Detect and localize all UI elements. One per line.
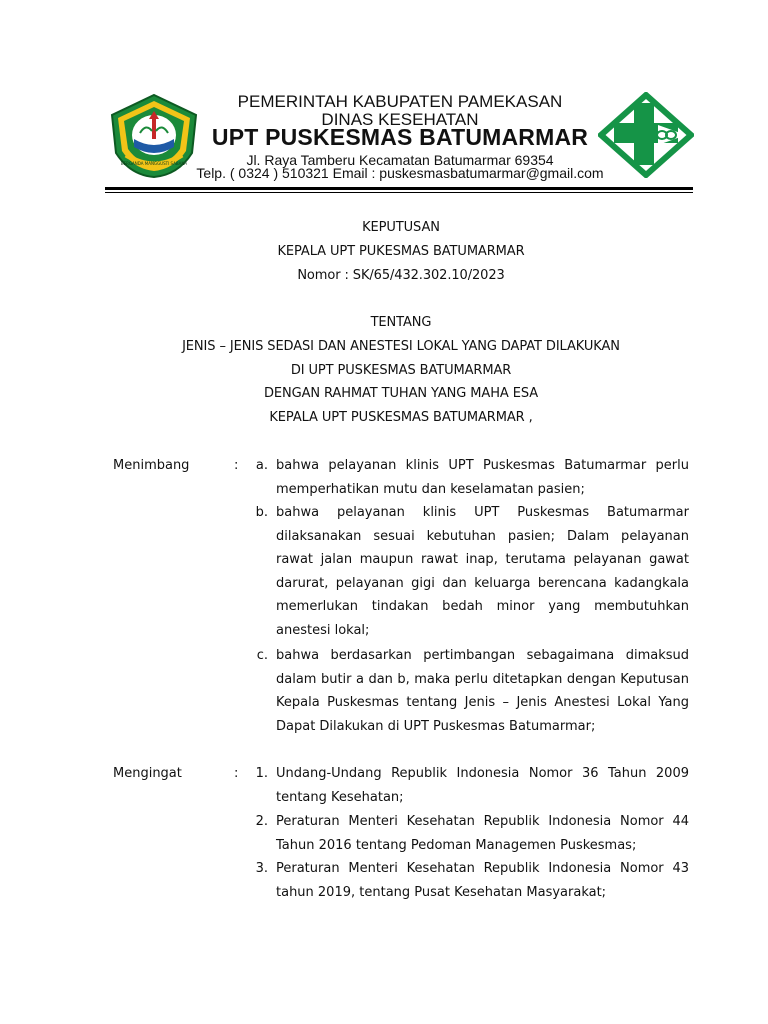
consideration-item: bahwa pelayanan klinis UPT Puskesmas Batumarmar dilaksanakan sesuai kebutuhan pasien; Dalam pelayanan rawat jalan maupun rawat inap, terutama pelayanan gawat darurat, pelayanan gigi dan keluarga berencana kadangkala memerlukan tindakan bedah minor yang membutuhkan anestesi lokal; xyxy=(276,505,689,638)
list-marker: 3. xyxy=(255,861,268,876)
mengingat-colon: : xyxy=(234,766,239,781)
institution-name: UPT PUSKESMAS BATUMARMAR xyxy=(211,124,589,150)
decree-heading: KEPUTUSAN xyxy=(362,220,440,235)
list-marker: b. xyxy=(255,505,268,520)
about-heading: TENTANG xyxy=(370,315,432,330)
list-marker: 2. xyxy=(255,814,268,829)
header-divider-thin xyxy=(105,192,693,193)
letterhead xyxy=(0,0,768,200)
list-marker: 1. xyxy=(255,766,268,781)
subject-line-1: JENIS – JENIS SEDASI DAN ANESTESI LOKAL YANG DAPAT DILAKUKAN xyxy=(182,339,620,354)
contact-info: Telp. ( 0324 ) 510321 Email : puskesmasbatumarmar@gmail.com xyxy=(196,165,604,181)
list-marker: a. xyxy=(255,458,268,473)
menimbang-colon: : xyxy=(234,458,239,473)
decree-issuer: KEPALA UPT PUKESMAS BATUMARMAR xyxy=(277,244,525,259)
header-divider xyxy=(105,187,693,190)
subject-line-2: DI UPT PUSKESMAS BATUMARMAR xyxy=(290,363,512,378)
authority-line: KEPALA UPT PUSKESMAS BATUMARMAR , xyxy=(269,410,533,425)
address: Jl. Raya Tamberu Kecamatan Batumarmar 69354 xyxy=(246,152,554,168)
legal-basis-item: Undang-Undang Republik Indonesia Nomor 36 Tahun 2009 tentang Kesehatan; xyxy=(276,766,689,805)
blessing-line: DENGAN RAHMAT TUHAN YANG MAHA ESA xyxy=(263,386,539,401)
puskesmas-cross-icon xyxy=(598,92,694,178)
mengingat-label: Mengingat xyxy=(113,766,182,781)
list-marker: c. xyxy=(256,648,268,663)
legal-basis-item: Peraturan Menteri Kesehatan Republik Indonesia Nomor 44 Tahun 2016 tentang Pedoman Managemen Puskesmas; xyxy=(276,814,689,853)
decree-number: Nomor : SK/65/432.302.10/2023 xyxy=(297,268,505,283)
consideration-item: bahwa berdasarkan pertimbangan sebagaimana dimaksud dalam butir a dan b, maka perlu ditetapkan dengan Keputusan Kepala Puskesmas tentang Jenis – Jenis Anestesi Lokal Yang Dapat Dilakukan di UPT Puskesmas Batumarmar; xyxy=(276,648,689,734)
department-name: DINAS KESEHATAN xyxy=(321,110,479,129)
legal-basis-item: Peraturan Menteri Kesehatan Republik Indonesia Nomor 43 tahun 2019, tentang Pusat Kesehatan Masyarakat; xyxy=(276,861,689,900)
government-name: PEMERINTAH KABUPATEN PAMEKASAN xyxy=(237,92,563,111)
consideration-item: bahwa pelayanan klinis UPT Puskesmas Batumarmar perlu memperhatikan mutu dan keselamatan pasien; xyxy=(276,458,689,497)
emblem-motto: BERGANDA MANGGUSTI SABANA xyxy=(120,161,188,166)
menimbang-label: Menimbang xyxy=(113,458,190,473)
